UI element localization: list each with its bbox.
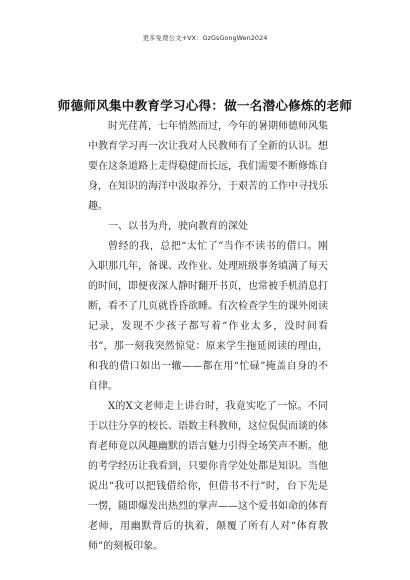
section-heading: 一、以书为舟，驶向教育的深处: [108, 221, 248, 232]
paragraph-reading: 曾经的我，总把“太忙了”当作不读书的借口。刚入职那几年，备课、改作业、处理班级事务填满了每天的时间，即便夜深人静时翻开书页，也常被手机消息打断，看不了几页就昏昏欲睡。有次检查学生的课外阅读记录，发现不少孩子都写着“作业太多，没时间看书”，那一刻我突然惊觉：原来学生拖延阅读的理由，和我的借口如出一辙——都在用“忙碌”掩盖自身的不自律。: [88, 241, 328, 392]
paragraph-intro: 时光荏苒，七年悄然而过，今年的暑期师德师风集中教育学习再一次让我对人民教师有了全新的认识。想要在这条道路上走得稳健而长远，我们需要不断修炼自身，在知识的海洋中汲取养分，于艰苦的工作中寻找乐趣。: [88, 121, 328, 212]
document-body: [88, 117, 328, 557]
header-note: 更多免费公文+VX：GzGsGongWen2024: [142, 34, 268, 42]
paragraph-teacher: X的X文老师走上讲台时，我竟实吃了一惊。不同于以往分享的校长、语数主科教师，这位侃侃而谈的体育老师竟以风趣幽默的语言魅力引得全场笑声不断。他的考学经历让我看到，只要你肯学处处都是知识。当他说出“我可以把钱借给你，但借书不行”时，台下先是一愣，随即爆发出热烈的掌声——这个爱书如命的体育老师，用幽默背后的执着，颠覆了所有人对“体育教师”的刻板印象。: [88, 401, 328, 552]
document-title: 师德师风集中教育学习心得：做一名潜心修炼的老师: [57, 98, 353, 113]
